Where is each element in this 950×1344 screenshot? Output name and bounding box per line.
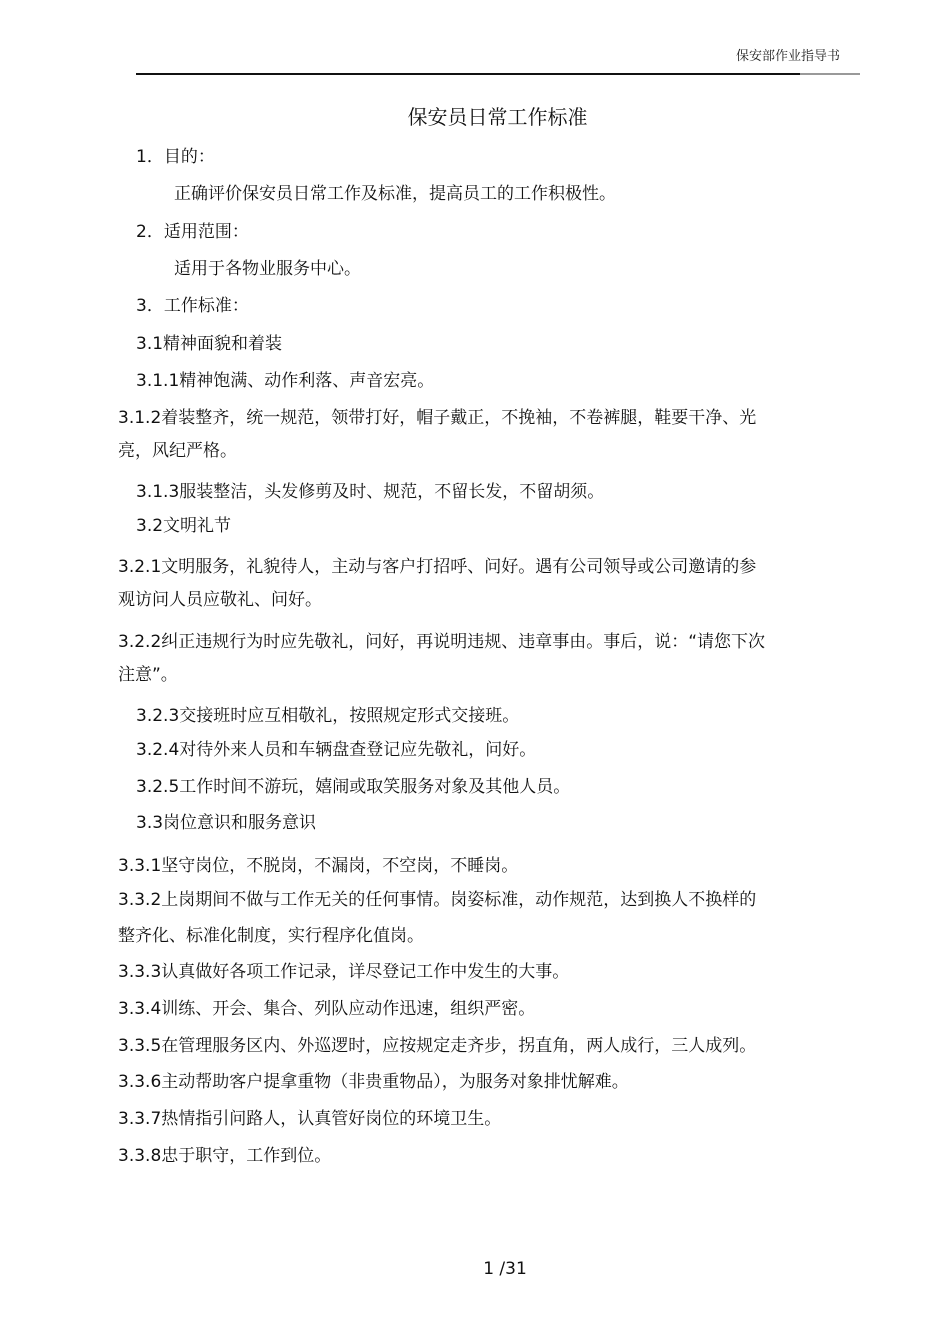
header-rule	[136, 73, 800, 75]
document-title: 保安员日常工作标准	[407, 105, 588, 129]
paragraph: 3.2.3交接班时应互相敬礼，按照规定形式交接班。	[136, 706, 520, 726]
paragraph: 3.3.4训练、开会、集合、列队应动作迅速，组织严密。	[118, 999, 536, 1019]
paragraph: 3.2.1文明服务，礼貌待人，主动与客户打招呼、问好。遇有公司领导或公司邀请的参	[118, 557, 757, 577]
paragraph-continuation: 整齐化、标准化制度，实行程序化值岗。	[118, 926, 424, 946]
paragraph: 3.3.5在管理服务区内、外巡逻时，应按规定走齐步，拐直角，两人成行，三人成列。	[118, 1036, 757, 1056]
header-text: 保安部作业指导书	[735, 49, 840, 64]
paragraph: 3.1.1精神饱满、动作利落、声音宏亮。	[136, 371, 435, 391]
paragraph: 3.1.3服装整洁，头发修剪及时、规范，不留长发，不留胡须。	[136, 482, 605, 502]
subsection-heading: 3.2文明礼节	[136, 516, 232, 536]
paragraph: 3.3.8忠于职守，工作到位。	[118, 1146, 332, 1166]
paragraph: 3.3.7热情指引问路人，认真管好岗位的环境卫生。	[118, 1109, 502, 1129]
section-heading: 2．适用范围：	[136, 222, 249, 242]
paragraph: 3.3.3认真做好各项工作记录，详尽登记工作中发生的大事。	[118, 962, 570, 982]
paragraph: 3.3.2上岗期间不做与工作无关的任何事情。岗姿标准，动作规范，达到换人不换样的	[118, 890, 757, 910]
paragraph-continuation: 观访问人员应敬礼、问好。	[118, 590, 322, 610]
paragraph: 3.2.2纠正违规行为时应先敬礼，问好，再说明违规、违章事由。事后，说：“请您下次	[118, 632, 766, 652]
paragraph-continuation: 亮，风纪严格。	[118, 441, 237, 461]
page-number: 1 /31	[483, 1259, 527, 1279]
paragraph: 3.3.1坚守岗位，不脱岗，不漏岗，不空岗，不睡岗。	[118, 856, 519, 876]
section-heading: 3．工作标准：	[136, 296, 249, 316]
paragraph: 正确评价保安员日常工作及标准，提高员工的工作积极性。	[174, 184, 616, 204]
paragraph: 3.2.5工作时间不游玩，嬉闹或取笑服务对象及其他人员。	[136, 777, 571, 797]
paragraph: 3.3.6主动帮助客户提拿重物（非贵重物品），为服务对象排忧解难。	[118, 1072, 629, 1092]
section-heading: 1．目的：	[136, 147, 215, 167]
header-rule-end	[800, 73, 860, 75]
subsection-heading: 3.3岗位意识和服务意识	[136, 813, 317, 833]
subsection-heading: 3.1精神面貌和着装	[136, 334, 283, 354]
paragraph: 3.1.2着装整齐，统一规范，领带打好，帽子戴正，不挽袖，不卷裤腿，鞋要干净、光	[118, 408, 757, 428]
paragraph: 适用于各物业服务中心。	[174, 259, 361, 279]
paragraph: 3.2.4对待外来人员和车辆盘查登记应先敬礼，问好。	[136, 740, 537, 760]
paragraph-continuation: 注意”。	[118, 665, 178, 685]
